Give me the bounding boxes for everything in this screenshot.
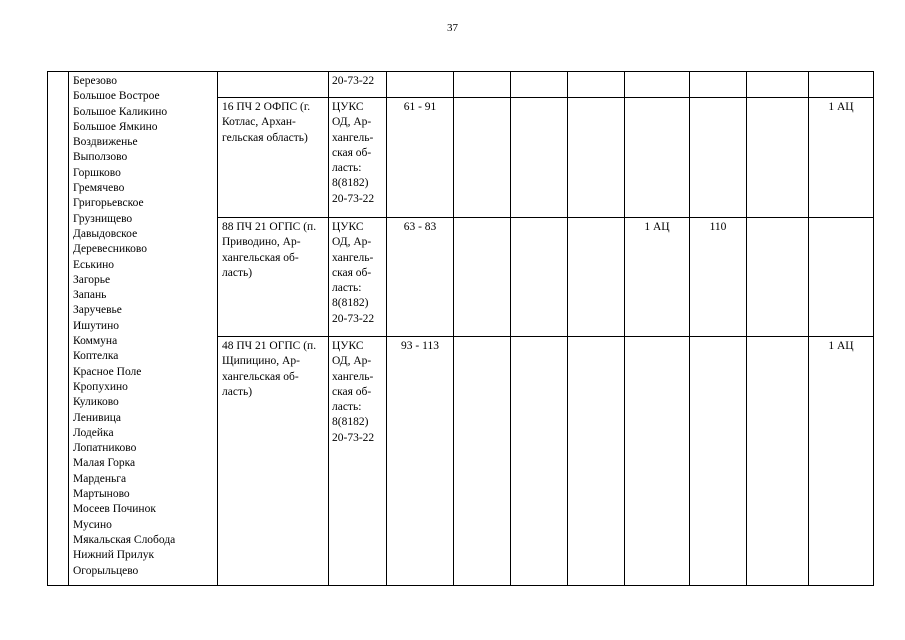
equipment-cell — [809, 72, 874, 98]
equipment-cell — [809, 337, 874, 586]
unit-line: хангельская об- — [222, 370, 299, 383]
empty-cell — [454, 98, 511, 218]
contact-cell — [329, 98, 387, 218]
settlement-name: Огорыльцево — [73, 564, 139, 577]
unit-line: 48 ПЧ 21 ОГПС (п. — [222, 340, 317, 352]
contact-line: ЦУКС — [332, 101, 364, 113]
contact-line: хангель- — [332, 370, 374, 383]
unit-line: 16 ПЧ 2 ОФПС (г. — [222, 101, 311, 113]
settlement-name: Давыдовское — [73, 227, 138, 240]
contact-line: 20-73-22 — [332, 75, 375, 87]
distance-cell — [387, 218, 454, 337]
contact-line: 8(8182) — [332, 177, 369, 190]
settlement-name: Коптелка — [73, 350, 119, 363]
unit-line: Котлас, Архан- — [222, 116, 296, 129]
contact-line: ЦУКС — [332, 340, 364, 352]
contact-cell — [329, 337, 387, 586]
distance-value: 63 - 83 — [403, 221, 437, 233]
value-cell — [690, 98, 747, 218]
unit-cell — [218, 98, 329, 218]
equipment-cell — [625, 98, 690, 218]
settlement-name: Мякальская Слобода — [73, 533, 176, 546]
settlement-name: Выползово — [73, 151, 128, 164]
settlement-name: Мартыново — [73, 488, 130, 501]
distance-value: 61 - 91 — [403, 101, 437, 113]
settlement-name: Большое Вострое — [73, 90, 160, 103]
settlement-name: Коммуна — [73, 335, 118, 348]
contact-cell — [329, 218, 387, 337]
value-cell — [690, 72, 747, 98]
page-number: 37 — [447, 22, 458, 34]
empty-cell — [454, 218, 511, 337]
contact-line: ласть: — [332, 282, 362, 295]
contact-line: 20-73-22 — [332, 192, 375, 205]
unit-line: Приводино, Ар- — [222, 236, 301, 249]
contact-cell — [329, 72, 387, 98]
unit-cell — [218, 218, 329, 337]
equipment-cell — [625, 72, 690, 98]
settlement-name: Нижний Прилук — [73, 549, 155, 562]
settlement-name: Лодейка — [73, 426, 114, 439]
equipment-value: 1 АЦ — [644, 221, 670, 233]
distance-cell — [387, 72, 454, 98]
settlement-name: Большое Ямкино — [73, 120, 158, 133]
contact-line: ласть: — [332, 162, 362, 175]
settlement-name: Грузнищево — [73, 212, 133, 225]
empty-cell — [511, 218, 568, 337]
contact-line: 20-73-22 — [332, 431, 375, 444]
settlement-name: Заручевье — [73, 304, 122, 317]
unit-line: 88 ПЧ 21 ОГПС (п. — [222, 221, 317, 233]
settlement-name: Березово — [73, 75, 118, 87]
empty-cell — [747, 72, 809, 98]
settlement-name: Мосеев Починок — [73, 503, 156, 516]
settlement-name: Запань — [73, 289, 107, 302]
contact-line: 20-73-22 — [332, 312, 375, 325]
contact-line: хангель- — [332, 131, 374, 144]
settlement-name: Гремячево — [73, 182, 125, 195]
settlement-name: Мусино — [73, 518, 112, 531]
equipment-value: 1 АЦ — [828, 340, 854, 352]
unit-cell — [218, 337, 329, 586]
contact-line: ласть: — [332, 401, 362, 414]
empty-cell — [511, 72, 568, 98]
settlement-name: Воздвиженье — [73, 136, 138, 149]
unit-line: хангельская об- — [222, 251, 299, 264]
empty-cell — [747, 98, 809, 218]
index-cell — [48, 72, 69, 586]
unit-line: ласть) — [222, 266, 253, 279]
contact-line: ская об- — [332, 385, 372, 398]
empty-cell — [747, 337, 809, 586]
numeric-value: 110 — [709, 221, 727, 233]
contact-line: ОД, Ар- — [332, 236, 372, 249]
settlement-name: Горшково — [73, 166, 121, 179]
settlement-name: Большое Каликино — [73, 105, 168, 118]
contact-line: хангель- — [332, 251, 374, 264]
empty-cell — [454, 337, 511, 586]
empty-cell — [568, 98, 625, 218]
equipment-cell — [809, 218, 874, 337]
settlement-name: Ленивица — [73, 411, 121, 424]
distance-value: 93 - 113 — [401, 340, 439, 352]
unit-line: гельская область) — [222, 131, 308, 144]
equipment-value: 1 АЦ — [828, 101, 854, 113]
empty-cell — [568, 72, 625, 98]
empty-cell — [511, 98, 568, 218]
settlement-name: Деревесниково — [73, 243, 147, 256]
value-cell — [690, 218, 747, 337]
settlement-name: Лопатниково — [73, 442, 137, 455]
empty-cell — [747, 218, 809, 337]
distance-cell — [387, 337, 454, 586]
settlement-name: Куликово — [73, 396, 119, 409]
contact-line: 8(8182) — [332, 297, 369, 310]
settlements-cell — [69, 72, 218, 586]
contact-line: ЦУКС — [332, 221, 364, 233]
empty-cell — [568, 337, 625, 586]
settlement-name: Григорьевское — [73, 197, 144, 210]
settlement-name: Еськино — [73, 258, 115, 271]
contact-line: ская об- — [332, 146, 372, 159]
contact-line: ская об- — [332, 266, 372, 279]
settlement-name: Загорье — [73, 273, 111, 286]
settlement-name: Малая Горка — [73, 457, 136, 470]
equipment-cell — [625, 218, 690, 337]
table-row — [48, 72, 874, 98]
equipment-cell — [809, 98, 874, 218]
contact-line: ОД, Ар- — [332, 116, 372, 129]
empty-cell — [568, 218, 625, 337]
distance-cell — [387, 98, 454, 218]
unit-line: Щипицино, Ар- — [222, 355, 300, 368]
equipment-cell — [625, 337, 690, 586]
settlement-name: Красное Поле — [73, 365, 142, 378]
empty-cell — [454, 72, 511, 98]
value-cell — [690, 337, 747, 586]
settlement-name: Кропухино — [73, 380, 128, 393]
contact-line: 8(8182) — [332, 416, 369, 429]
contact-line: ОД, Ар- — [332, 355, 372, 368]
fire-coverage-table — [47, 71, 874, 586]
unit-line: ласть) — [222, 385, 253, 398]
settlement-name: Марденьга — [73, 472, 127, 485]
empty-cell — [511, 337, 568, 586]
settlement-name: Ишутино — [73, 319, 119, 332]
unit-cell — [218, 72, 329, 98]
